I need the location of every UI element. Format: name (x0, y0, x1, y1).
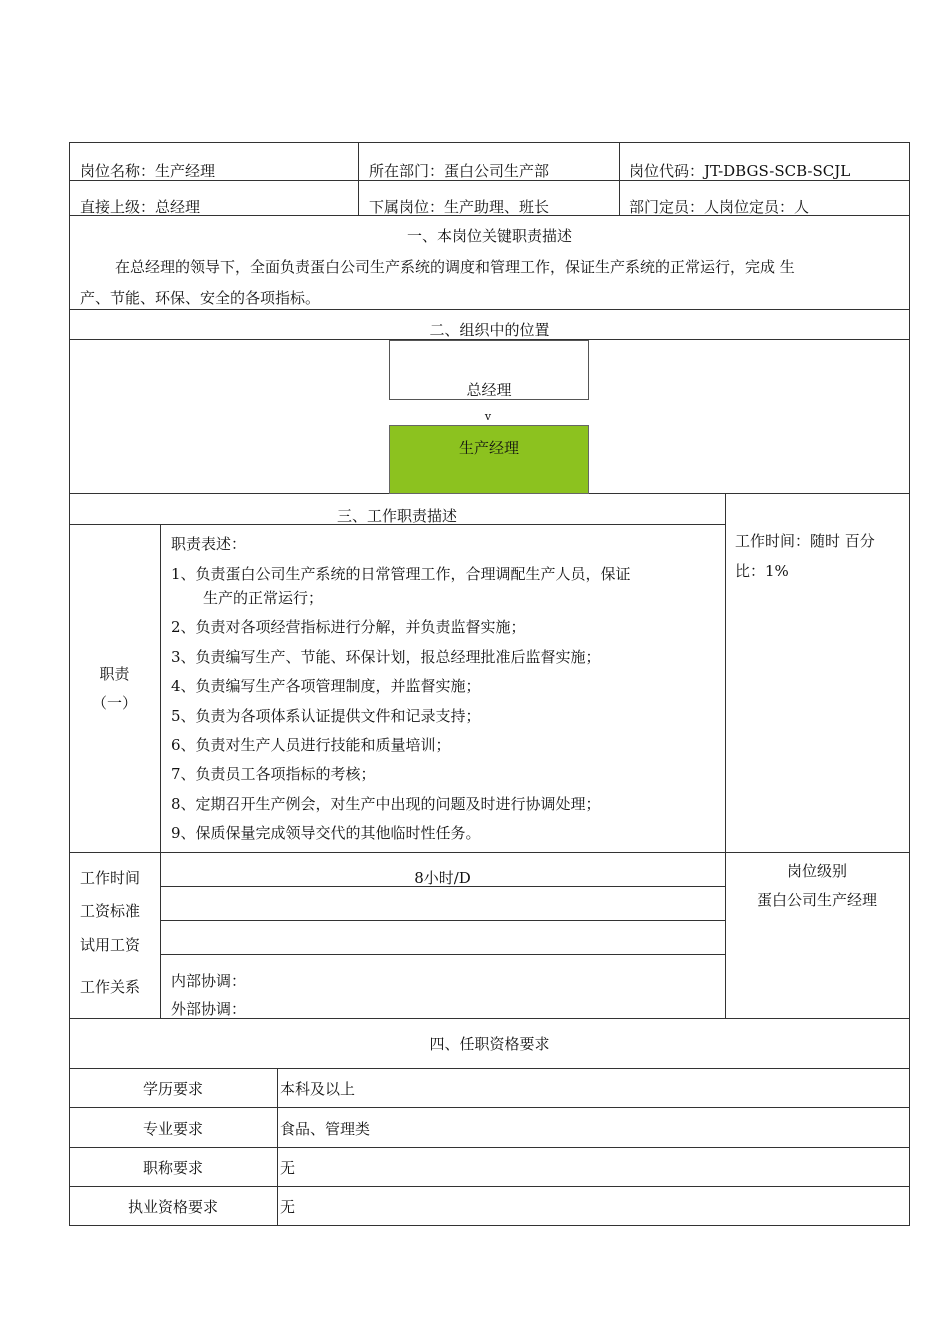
duty-item: 5、负责为各项体系认证提供文件和记录支持； (171, 707, 481, 725)
table-rule (160, 920, 725, 921)
table-rule (69, 1225, 910, 1226)
direct-superior: 直接上级：总经理 (80, 198, 201, 216)
subordinate-positions: 下属岗位：生产助理、班长 (369, 198, 550, 216)
section1-title: 一、本岗位关键职责描述 (406, 227, 572, 245)
position-code: 岗位代码：JT-DBGS-SCB-SCJL (629, 162, 851, 180)
duty-item: 2、负责对各项经营指标进行分解，并负责监督实施； (171, 618, 526, 636)
duty-item: 6、负责对生产人员进行技能和质量培训； (171, 736, 451, 754)
table-rule (69, 309, 910, 310)
duty-label: 职责 (99, 665, 130, 683)
requirement-value: 本科及以上 (280, 1080, 356, 1098)
org-box-production-manager (389, 425, 589, 494)
org-box-general-manager (389, 340, 589, 400)
table-rule (277, 1068, 278, 1225)
table-rule (69, 1107, 910, 1108)
section3-title: 三、工作职责描述 (336, 507, 457, 525)
duty-item: 7、负责员工各项指标的考核； (171, 765, 376, 783)
work-time-percent: 比：1% (735, 562, 789, 580)
duty-item: 1、负责蛋白公司生产系统的日常管理工作，合理调配生产人员，保证 (171, 565, 631, 583)
table-rule (358, 142, 359, 215)
duty-label-number: （一） (91, 694, 137, 712)
department: 所在部门：蛋白公司生产部 (369, 162, 550, 180)
internal-coordination: 内部协调： (171, 972, 247, 990)
table-rule (619, 142, 620, 215)
table-rule (909, 142, 910, 1226)
work-time-value: 8小时/D (414, 869, 471, 887)
table-rule (725, 493, 726, 1018)
table-rule (69, 142, 70, 1226)
section4-title: 四、任职资格要求 (429, 1035, 550, 1053)
requirement-value: 无 (280, 1159, 296, 1177)
section1-text-line1: 在总经理的领导下，全面负责蛋白公司生产系统的调度和管理工作，保证生产系统的正常运行，完成 生 (115, 258, 795, 276)
requirement-label: 执业资格要求 (127, 1198, 218, 1216)
table-rule (160, 524, 161, 1018)
org-arrow: v (484, 410, 492, 423)
duty-item: 生产的正常运行； (203, 589, 324, 607)
work-relation-label: 工作关系 (80, 978, 141, 996)
table-rule (160, 954, 725, 955)
table-rule (69, 142, 910, 143)
duty-intro: 职责表述： (171, 535, 247, 553)
external-coordination: 外部协调： (171, 1000, 247, 1018)
section1-text-line2: 产、节能、环保、安全的各项指标。 (80, 289, 321, 307)
requirement-label: 学历要求 (142, 1080, 203, 1098)
org-box-label: 生产经理 (458, 439, 519, 457)
position-level-value: 蛋白公司生产经理 (756, 891, 877, 909)
table-rule (69, 1147, 910, 1148)
position-name: 岗位名称：生产经理 (80, 162, 216, 180)
table-rule (69, 1068, 910, 1069)
requirement-label: 职称要求 (142, 1159, 203, 1177)
salary-label: 工资标准 (80, 902, 141, 920)
duty-item: 8、定期召开生产例会，对生产中出现的问题及时进行协调处理； (171, 795, 601, 813)
requirement-value: 无 (280, 1198, 296, 1216)
work-time-label: 工作时间 (80, 869, 141, 887)
work-time-note: 工作时间：随时 百分 (735, 532, 875, 550)
duty-item: 3、负责编写生产、节能、环保计划，报总经理批准后监督实施； (171, 648, 601, 666)
headcount: 部门定员：人岗位定员：人 (629, 198, 810, 216)
position-level-label: 岗位级别 (786, 862, 847, 880)
table-rule (69, 1186, 910, 1187)
duty-item: 9、保质保量完成领导交代的其他临时性任务。 (171, 824, 481, 842)
trial-salary-label: 试用工资 (80, 936, 141, 954)
section2-title: 二、组织中的位置 (429, 321, 550, 339)
duty-item: 4、负责编写生产各项管理制度，并监督实施； (171, 677, 481, 695)
table-rule (69, 852, 910, 853)
org-box-label: 总经理 (466, 381, 512, 399)
requirement-value: 食品、管理类 (280, 1120, 371, 1138)
requirement-label: 专业要求 (142, 1120, 203, 1138)
